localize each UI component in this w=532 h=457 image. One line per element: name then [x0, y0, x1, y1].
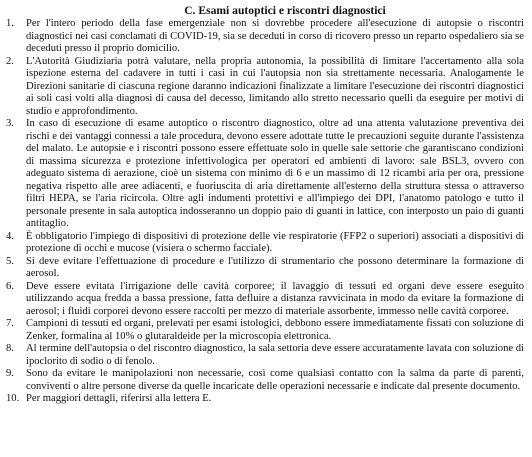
item-text: Si deve evitare l'effettuazione di procedure e l'utilizzo di strumentario che possono determinare la formazione di aerosol.: [26, 255, 524, 279]
item-text: Per l'intero periodo della fase emergenziale non si dovrebbe procedere all'esecuzione di autopsie o riscontri diagnostici nei casi conclamati di COVID-19, sia se deceduti in corso di ricovero presso un reparto ospedaliero sia se deceduti presso il proprio domicilio.: [26, 18, 524, 54]
item-text: È obbligatorio l'impiego di dispositivi di protezione delle vie respiratorie (FFP2 o superiori) associati a dispositivi di protezione di occhi e mucose (visiera o schermo facciale).: [26, 230, 524, 254]
item-number: 4.: [6, 230, 14, 242]
item-number: 6.: [6, 280, 14, 292]
list-item: [6, 18, 524, 56]
item-text: Sono da evitare le manipolazioni non necessarie, così come qualsiasi contatto con la salma da parte di parenti, conviventi o altre persone diverse da quelle incaricate delle operazioni necessarie e indicate dal presente documento.: [26, 368, 524, 392]
list-item: [6, 281, 524, 319]
list-item: [6, 393, 524, 406]
item-number: 5.: [6, 255, 14, 267]
list-item: [6, 368, 524, 393]
list-item: [6, 231, 524, 256]
item-text: Per maggiori dettagli, riferirsi alla lettera E.: [26, 393, 212, 404]
item-number: 7.: [6, 318, 14, 329]
item-text: In caso di esecuzione di esame autoptico o riscontro diagnostico, oltre ad una attenta valutazione preventiva dei rischi e dei vantaggi connessi a tale procedura, devono essere adottate tutte le precauzioni seguite durante l'assistenza del malato. Le autopsie e i riscontri possono essere effettuate solo in quelle sale settorie che garantiscano condizioni di massima sicurezza e protezione infettivologica per operatori ed ambienti di lavoro: sale BSL3, ovvero con adeguato sistema di aerazione, cioè un sistema con minimo di 6 e un massimo di 12 ricambi aria per ora, pressione negativa rispetto alle aree adiacenti, e fuoriuscita di aria direttamente all'esterno della struttura stessa o attraverso filtri HEPA, se l'aria ricircola. Oltre agli indumenti protettivi e all'impiego dei DPI, l'anatomo patologo e tutto il personale presente in sala autoptica indosseranno un doppio paio di guanti in lattice, con interposto un paio di guanti antitaglio.: [26, 118, 524, 229]
list-item: [6, 343, 524, 368]
item-number: 2.: [6, 55, 14, 67]
list-item: [6, 318, 524, 343]
list-item: [6, 56, 524, 119]
item-text: Deve essere evitata l'irrigazione delle cavità corporee; il lavaggio di tessuti ed organi deve essere eseguito utilizzando acqua fredda a bassa pressione, fatta defluire a distanza ravvicinata in modo da evitare la formazione di aerosol; i fluidi corporei devono essere raccolti per mezzo di materiale assorbente, immesso nelle cavità corporee.: [26, 280, 524, 317]
item-text: Campioni di tessuti ed organi, prelevati per esami istologici, debbono essere immediatamente fissati con soluzione di Zenker, formalina al 10% o glutaraldeide per la microscopia elettronica.: [26, 318, 524, 342]
item-text: L'Autorità Giudiziaria potrà valutare, nella propria autonomia, la possibilità di limitare l'accertamento alla sola ispezione esterna del cadavere in tutti i casi in cui l'autopsia non sia strettamente necessaria. Analogamente le Direzioni sanitarie di ciascuna regione daranno indicazioni finalizzate a limitare l'esecuzione dei riscontri diagnostici ai soli casi volti alla diagnosi di causa del decesso, limitando allo stretto necessario quelli da eseguire per motivi di studio e approfondimento.: [26, 55, 524, 117]
list-item: [6, 118, 524, 231]
item-number: 8.: [6, 343, 14, 354]
item-number: 10.: [6, 393, 20, 404]
item-number: 9.: [6, 368, 14, 379]
item-number: 1.: [6, 18, 14, 29]
item-number: 3.: [6, 118, 14, 129]
section-title: C. Esami autoptici e riscontri diagnostici: [184, 4, 386, 17]
list-item: [6, 256, 524, 281]
item-text: Al termine dell'autopsia o del riscontro diagnostico, la sala settoria deve essere accuratamente lavata con soluzione di ipoclorito di sodio o di fenolo.: [26, 343, 524, 367]
numbered-list: [6, 18, 524, 406]
